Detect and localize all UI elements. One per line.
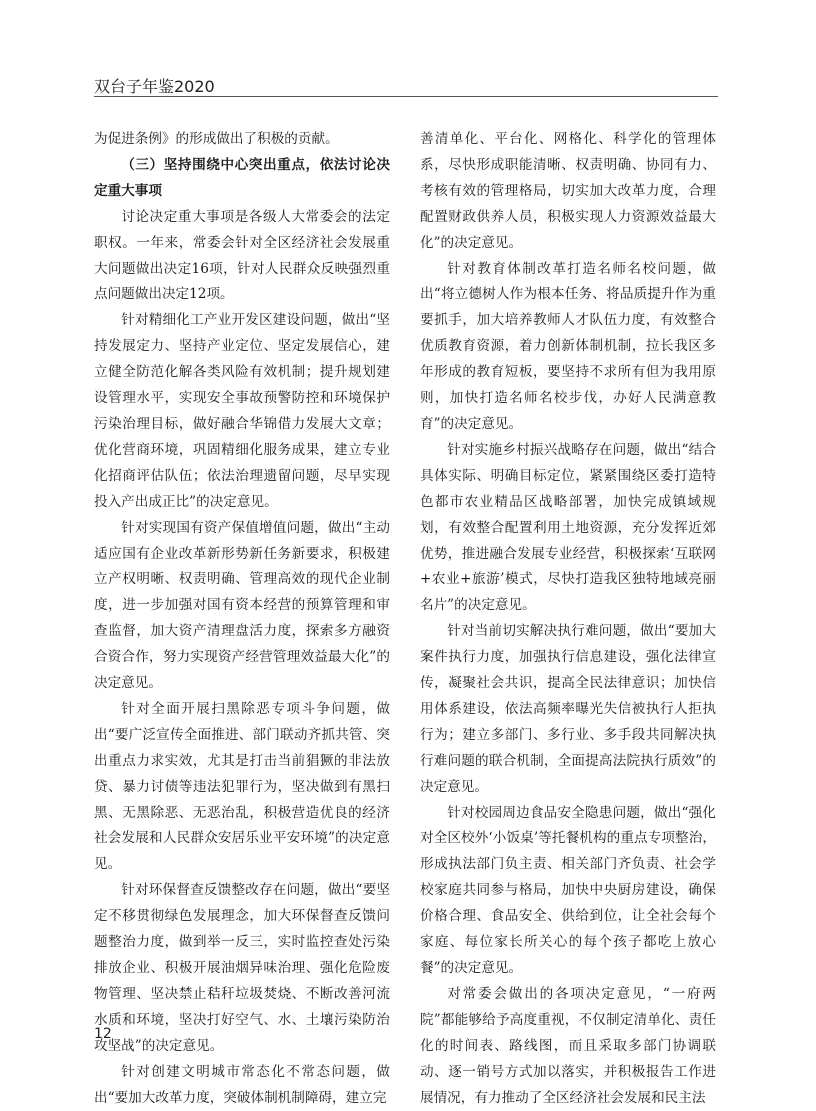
paragraph: 对常委会做出的各项决定意见，“一府两院”都能够给予高度重视，不仅制定清单化、责任化的时间表、路线图，而且采取多部门协调联动、逐一销号方式加以落实，并积极报告工作进展情况，有力推动了全区经济社会发展和民主法	[420, 985, 716, 1106]
paragraph: 针对实施乡村振兴战略存在问题，做出“结合具体实际、明确目标定位，紧紧围绕区委打造特色都市农业精品区战略部署，加快完成镇域规划，有效整合配置利用土地资源，充分发挥近郊优势，推进融合发展专业经营，积极探索‘互联网+农业+旅游’模式，尽快打造我区独特地域亮丽名片”的决定意见。	[420, 441, 716, 614]
paragraph: 针对精细化工产业开发区建设问题，做出“坚持发展定力、坚持产业定位、坚定发展信心，建立健全防范化解各类风险有效机制；提升规划建设管理水平，实现安全事故预警防控和环境保护污染治理目标，做好融合华锦借力发展大文章；优化营商环境，巩固精细化服务成果，建立专业化招商评估队伍；依法治理遗留问题，尽早实现投入产出成正比”的决定意见。	[94, 312, 390, 510]
paragraph: 讨论决定重大事项是各级人大常委会的法定职权。一年来，常委会针对全区经济社会发展重大问题做出决定16项，针对人民群众反映强烈重点问题做出决定12项。	[94, 208, 390, 303]
paragraph: 善清单化、平台化、网格化、科学化的管理体系，尽快形成职能清晰、权责明确、协同有力、考核有效的管理格局，切实加大改革力度，合理配置财政供养人员，积极实现人力资源效益最大化”的决定意见。	[420, 131, 716, 251]
paragraph: 针对环保督查反馈整改存在问题，做出“要坚定不移贯彻绿色发展理念，加大环保督查反馈问题整治力度，做到举一反三，实时监控查处污染排放企业、积极开展油烟异味治理、强化危险废物管理、坚决禁止秸秆垃圾焚烧、不断改善河流水质和环境，坚决打好空气、水、土壤污染防治攻坚战”的决定意见。	[94, 882, 390, 1054]
paragraph: 针对全面开展扫黑除恶专项斗争问题，做出“要广泛宣传全面推进、部门联动齐抓共管、突出重点力求实效，尤其是打击当前猖獗的非法放贷、暴力讨债等违法犯罪行为，坚决做到有黑扫黑、无黑除恶、无恶治乱，积极营造优良的经济社会发展和人民群众安居乐业平安环境”的决定意见。	[94, 700, 390, 873]
paragraph: 为促进条例》的形成做出了积极的贡献。	[94, 131, 339, 147]
paragraph: 针对当前切实解决执行难问题，做出“要加大案件执行力度，加强执行信息建设，强化法律宣传，凝聚社会共识，提高全民法律意识；加快信用体系建设，依法高频率曝光失信被执行人拒执行为；建立多部门、多行业、多手段共同解决执行难问题的联合机制，全面提高法院执行质效”的决定意见。	[420, 623, 716, 795]
paragraph: 针对实现国有资产保值增值问题，做出“主动适应国有企业改革新形势新任务新要求，积极建立产权明晰、权责明确、管理高效的现代企业制度，进一步加强对国有资本经营的预算管理和审查监督，加大资产清理盘活力度，探索多方融资合资合作，努力实现资产经营管理效益最大化”的决定意见。	[94, 519, 390, 692]
section-heading: （三）坚持围绕中心突出重点，依法讨论决定重大事项	[94, 156, 390, 199]
right-text-column	[420, 127, 716, 1111]
header-divider	[94, 96, 718, 97]
yearbook-title: 双台子年鉴2020	[94, 77, 215, 96]
paragraph: 针对校园周边食品安全隐患问题，做出“强化对全区校外‘小饭桌’等托餐机构的重点专项整治，形成执法部门负主责、相关部门齐负责、社会学校家庭共同参与格局，加快中央厨房建设，确保价格合理、食品安全、供给到位，让全社会每个家庭、每位家长所关心的每个孩子都吃上放心餐”的决定意见。	[420, 804, 716, 976]
paragraph: 针对教育体制改革打造名师名校问题，做出“将立德树人作为根本任务、将品质提升作为重要抓手，加大培养教师人才队伍力度，有效整合优质教育资源，着力创新体制机制，拉长我区多年形成的教育短板，要坚持不求所有但为我用原则，加快打造名师名校步伐，办好人民满意教育”的决定意见。	[420, 260, 716, 432]
paragraph: 针对创建文明城市常态化不常态问题，做出“要加大改革力度，突破体制机制障碍，建立完	[94, 1063, 390, 1106]
left-text-column	[94, 127, 390, 1111]
page-number: 12	[94, 1026, 112, 1042]
